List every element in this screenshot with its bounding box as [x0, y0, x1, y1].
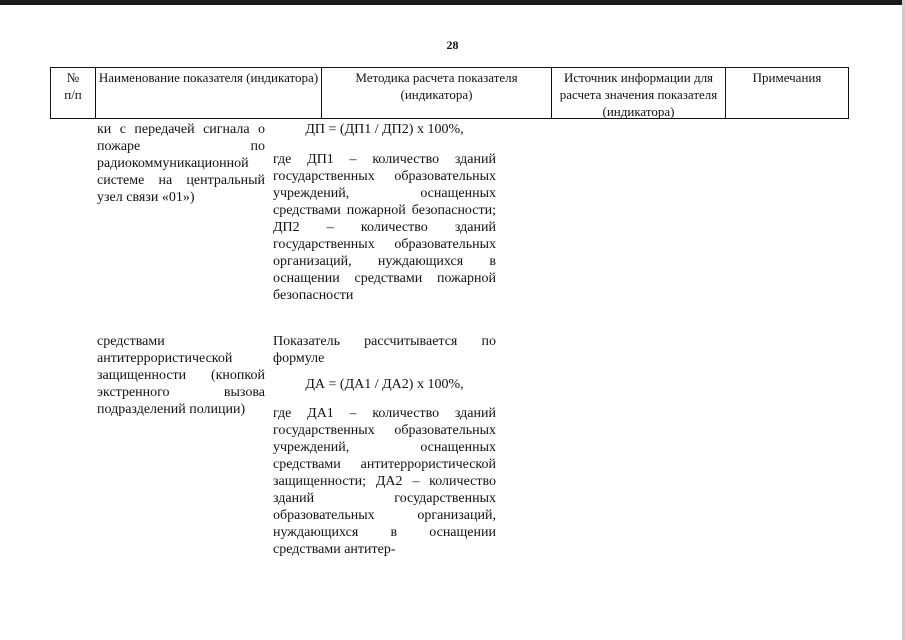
header-number: № п/п: [64, 70, 82, 102]
indicator-name-2: средствами антитеррористической защищенности (кнопкой экстренного вызова подразделений полиции): [97, 334, 265, 417]
header-source: Источник информации для расчета значения показателя (индикатора): [551, 68, 725, 118]
indicator-name-1: ки с передачей сигнала о пожаре по радиокоммуникационной системе на центральный узел связи «01»): [97, 122, 265, 205]
top-border: [0, 0, 905, 5]
header-method: Методика расчета показателя (индикатора): [321, 68, 551, 118]
method-description-1: где ДП1 – количество зданий государственных образовательных учреждений, оснащенных средствами пожарной безопасности; ДП2 – количество зданий государственных образовательных организаций, нуждающихся в оснащении средствами пожарной безопасности: [273, 152, 496, 303]
method-intro-2: Показатель рассчитывается по формуле: [273, 334, 496, 366]
header-indicator-name: Наименование показателя (индикатора): [95, 68, 321, 118]
formula-1: ДП = (ДП1 / ДП2) х 100%,: [305, 122, 464, 137]
header-notes: Примечания: [725, 68, 848, 118]
page-number: 28: [446, 38, 459, 52]
table-header: [50, 67, 849, 119]
method-description-2: где ДА1 – количество зданий государственных образовательных учреждений, оснащенных средствами антитеррористической защищенности; ДА2 – количество зданий государственных образовательных организаций, нуждающихся в оснащении средствами антитер-: [273, 406, 496, 557]
formula-2: ДА = (ДА1 / ДА2) х 100%,: [305, 377, 464, 392]
